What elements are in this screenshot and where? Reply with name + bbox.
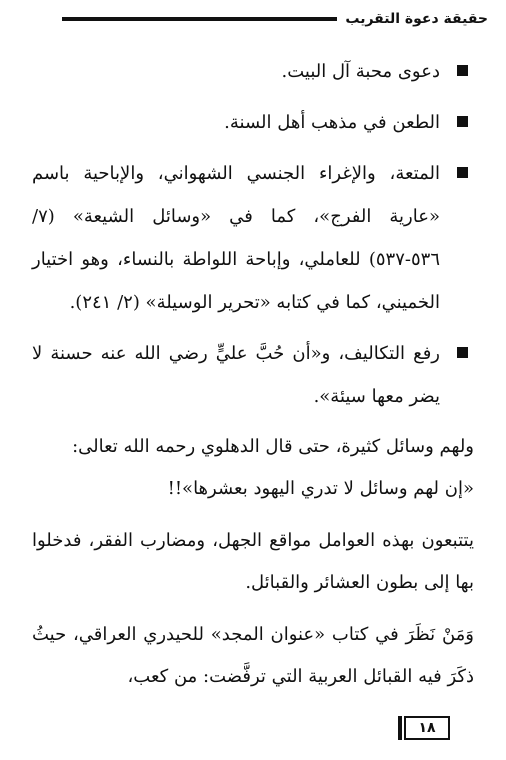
square-bullet-icon <box>457 116 468 127</box>
page-number-box <box>404 716 450 740</box>
page-number: ١٨ <box>418 720 436 736</box>
list-item <box>32 50 474 93</box>
quotation: «إن لهم وسائل لا تدري اليهود بعشرها»!! <box>167 478 474 499</box>
square-bullet-icon <box>457 167 468 178</box>
list-item <box>32 101 474 144</box>
list-item-text: دعوى محبة آل البيت. <box>281 61 440 82</box>
list-item <box>32 152 474 324</box>
footer-bar <box>398 716 402 740</box>
header-rule <box>62 17 337 21</box>
list-item-text: رفع التكاليف، و«أن حُبَّ عليٍّ رضي الله عنه حسنة لا يضر معها سيئة». <box>32 343 440 407</box>
square-bullet-icon <box>457 65 468 76</box>
header-title: حقيقة دعوة التقريب <box>345 11 488 27</box>
paragraph: وَمَنْ نَظَرَ في كتاب «عنوان المجد» للحيدري العراقي، حيثُ ذكَرَ فيه القبائل العربية التي ترفَّضت: من كعب، <box>32 624 474 687</box>
page-body <box>32 50 474 708</box>
list-item <box>32 332 474 418</box>
paragraph-intro: ولهم وسائل كثيرة، حتى قال الدهلوي رحمه الله تعالى: <box>72 436 474 457</box>
paragraph: يتتبعون بهذه العوامل مواقع الجهل، ومضارب الفقر، فدخلوا بها إلى بطون العشائر والقبائل. <box>32 530 474 593</box>
list-item-text: المتعة، والإغراء الجنسي الشهواني، والإباحية باسم «عارية الفرج»، كما في «وسائل الشيعة» (٧/ ٥٣٦-٥٣٧) للعاملي، وإباحة اللواطة بالنساء، وهو اختيار الخميني، كما في كتابه «تحرير الوسيلة» (٢/ ٢٤١). <box>32 163 440 313</box>
running-header <box>62 6 488 32</box>
list-item-text: الطعن في مذهب أهل السنة. <box>224 112 440 133</box>
square-bullet-icon <box>457 347 468 358</box>
bullet-list <box>32 50 474 418</box>
